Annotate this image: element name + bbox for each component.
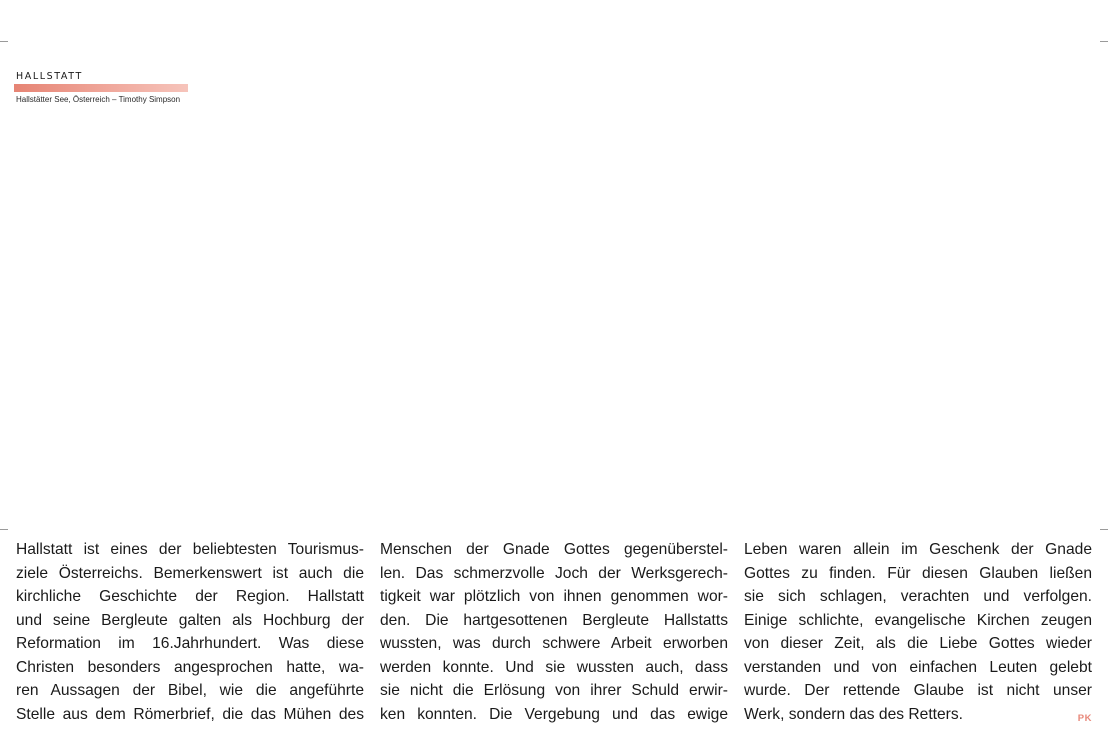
text-line: Christen besonders angesprochen hatte, wa- (16, 658, 364, 676)
text-line: Leben waren allein im Geschenk der Gnade (744, 541, 1092, 558)
text-line: ziele Österreichs. Bemerkenswert ist auch die (16, 564, 364, 582)
text-line: Menschen der Gnade Gottes gegenüberstel- (380, 541, 728, 558)
body-text (16, 538, 1092, 726)
crop-mark-bottom-right (1100, 529, 1108, 530)
text-line: und seine Bergleute galten als Hochburg der (16, 611, 364, 629)
text-line: ken konnten. Die Vergebung und das ewige (380, 705, 728, 723)
text-line: len. Das schmerzvolle Joch der Werksgerech- (380, 564, 728, 582)
text-column-3 (744, 538, 1092, 726)
text-line: Stelle aus dem Römerbrief, die das Mühen des (16, 705, 364, 723)
caption-accent-bar (14, 84, 188, 92)
crop-mark-top-right (1100, 41, 1108, 42)
text-line: wussten, was durch schwere Arbeit erworben (380, 635, 728, 652)
crop-mark-bottom-left (0, 529, 8, 530)
caption-subtitle: Hallstätter See, Österreich – Timothy Simpson (16, 95, 181, 104)
text-line: den. Die hartgesottenen Bergleute Hallstatts (380, 611, 728, 629)
text-column-2 (380, 538, 728, 726)
image-caption (16, 71, 188, 105)
text-line: sie sich schlagen, verachten und verfolgen. (744, 588, 1092, 605)
crop-mark-top-left (0, 41, 8, 42)
text-line: Gottes zu finden. Für diesen Glauben ließen (744, 564, 1092, 582)
text-line: Werk, sondern das des Retters. (744, 705, 963, 723)
text-line: werden konnte. Und sie wussten auch, dass (380, 658, 728, 676)
text-line: ren Aussagen der Bibel, wie die angeführte (16, 682, 364, 699)
text-line: von dieser Zeit, als die Liebe Gottes wieder (744, 635, 1092, 652)
text-line: Reformation im 16.Jahrhundert. Was diese (16, 635, 364, 652)
text-column-1 (16, 538, 364, 726)
text-line: Einige schlichte, evangelische Kirchen zeugen (744, 611, 1092, 629)
caption-title: HALLSTATT (16, 71, 83, 82)
text-line: Hallstatt ist eines der beliebtesten Tourismus- (16, 541, 364, 558)
text-line: kirchliche Geschichte der Region. Hallstatt (16, 588, 364, 605)
text-line: verstanden und von einfachen Leuten gelebt (744, 658, 1092, 676)
text-line: wurde. Der rettende Glaube ist nicht unser (744, 682, 1092, 699)
text-line: tigkeit war plötzlich von ihnen genommen wor- (380, 588, 728, 605)
text-line: sie nicht die Erlösung von ihrer Schuld erwir- (380, 682, 728, 699)
publisher-mark: PK (1077, 713, 1092, 724)
